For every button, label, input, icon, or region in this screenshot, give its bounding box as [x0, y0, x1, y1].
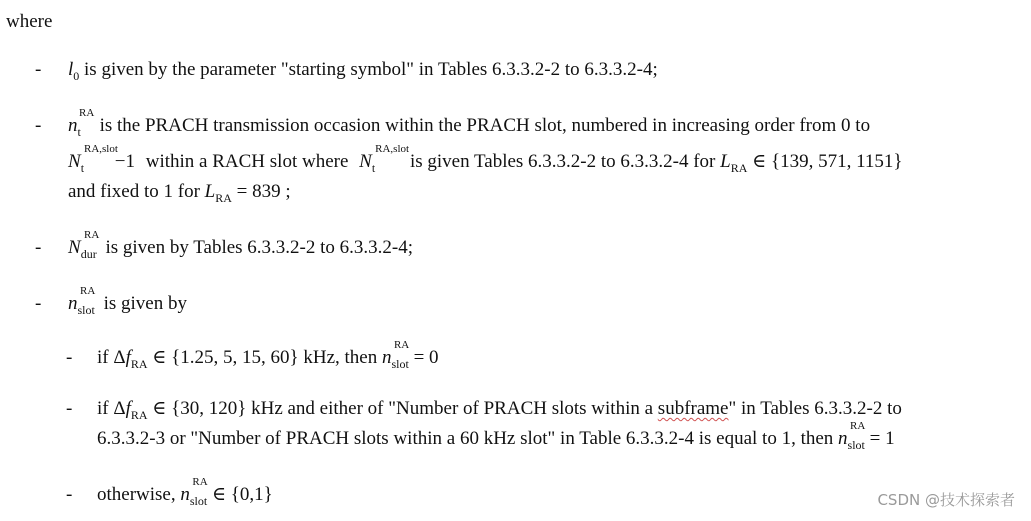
bullet-nslot: [68, 285, 187, 317]
symbol-delta-f-ra: $\Delta f_{RA}$: [113, 347, 148, 371]
subbullet-dash: -: [66, 484, 73, 505]
value-839: = 839 ;: [236, 181, 291, 202]
minus-one: −1: [114, 151, 135, 172]
symbol-delta-f-ra: $\Delta f_{RA}$: [113, 398, 148, 422]
subbullet-case1-text: kHz, then: [303, 347, 378, 368]
subbullet-otherwise: [97, 476, 273, 508]
symbol-Ndur-ra: $N_{dur}$ RA: [68, 229, 100, 261]
bullet-nt-text2: within a RACH slot where: [145, 151, 349, 172]
symbol-L-ra: $L_{RA}$: [720, 151, 748, 175]
eq-one: = 1: [869, 428, 895, 449]
set-case1: ∈ {1.25, 5, 15, 60}: [152, 347, 299, 368]
subbullet-otherwise-text: otherwise,: [97, 484, 176, 505]
symbol-L-ra: $L_{RA}$: [204, 181, 232, 205]
bullet-nslot-text: is given by: [103, 293, 187, 314]
bullet-nt-line1: [68, 107, 871, 139]
bullet-dash: -: [35, 237, 42, 258]
bullet-ndur-text: is given by Tables 6.3.3.2-2 to 6.3.3.2-4;: [105, 237, 414, 258]
bullet-l0: [68, 58, 658, 83]
set-case2: ∈ {30, 120}: [152, 398, 247, 419]
symbol-nslot-ra: $n_{slot}$ RA: [381, 339, 410, 371]
eq-zero: = 0: [413, 347, 439, 368]
bullet-nt-line3: [68, 180, 291, 205]
bullet-nt-text1: is the PRACH transmission occasion within the PRACH slot, numbered in increasing order from 0 to: [99, 115, 871, 136]
bullet-nt-text3: is given Tables 6.3.3.2-2 to 6.3.3.2-4 for: [409, 151, 716, 172]
intro-text: where: [6, 11, 53, 32]
subbullet-case2-text2: " in Tables 6.3.3.2-2 to: [728, 398, 902, 419]
symbol-Nt-raslot: $N_t$ RA,slot: [68, 143, 118, 175]
subbullet-case2-text3: 6.3.3.2-3 or "Number of PRACH slots within a 60 kHz slot" in Table 6.3.3.2-4 is equal to 1, then: [97, 428, 834, 449]
csdn-watermark: CSDN @技术探索者: [877, 491, 1015, 509]
subbullet-case2-text1: kHz and either of "Number of PRACH slots within a: [251, 398, 654, 419]
symbol-nt-ra: $n_t$ RA: [68, 107, 95, 139]
subbullet-case2-line1: if $\Delta f_{RA}$ ∈ {30, 120} kHz and either of "Number of PRACH slots within a subframe" in Tables 6.3.3.2-2 to: [97, 398, 902, 422]
symbol-l0: $l_0$: [68, 59, 80, 83]
set-otherwise: ∈ {0,1}: [211, 484, 273, 505]
symbol-nslot-ra: $n_{slot}$ RA: [838, 420, 866, 452]
bullet-nt-text4: and fixed to 1 for: [68, 181, 200, 202]
subbullet-case1: if $\Delta f_{RA}$ ∈ {1.25, 5, 15, 60} kHz, then $n_{slot}$ RA = 0: [97, 339, 439, 371]
symbol-nslot-ra: $n_{slot}$ RA: [180, 476, 208, 508]
bullet-dash: -: [35, 293, 42, 314]
bullet-nt-line2: [68, 143, 903, 175]
spellcheck-word: subframe: [657, 398, 729, 419]
symbol-nslot-ra: $n_{slot}$ RA: [68, 285, 96, 317]
set-lra: ∈ {139, 571, 1151}: [752, 151, 903, 172]
bullet-ndur: [68, 229, 414, 261]
bullet-dash: -: [35, 115, 42, 136]
subbullet-dash: -: [66, 398, 73, 419]
subbullet-case2-line2: [97, 420, 895, 452]
bullet-l0-text: is given by the parameter "starting symbol" in Tables 6.3.3.2-2 to 6.3.3.2-4;: [84, 59, 658, 80]
bullet-dash: -: [35, 59, 42, 80]
symbol-Nt-raslot: $N_t$ RA,slot: [359, 143, 410, 175]
subbullet-dash: -: [66, 347, 73, 368]
